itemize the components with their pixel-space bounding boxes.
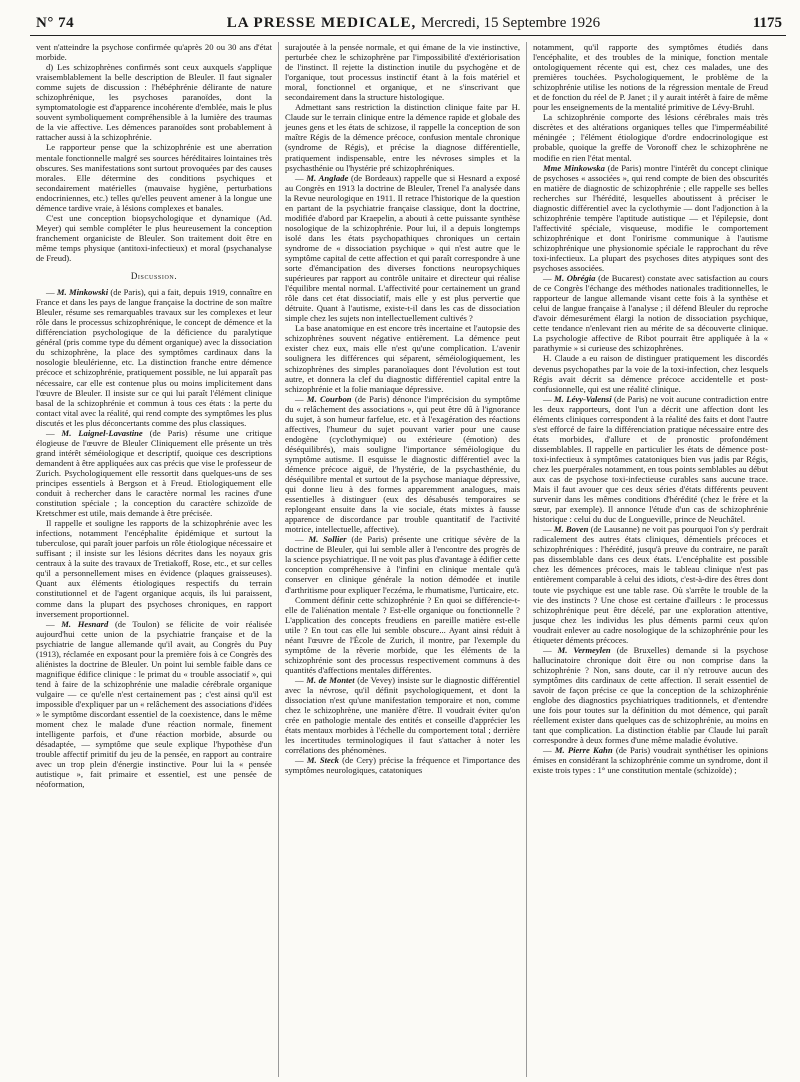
paragraph: — M. Pierre Kahn (de Paris) voudrait synthétiser les opinions émises en considérant la schizophrénie comme un syndrome, dont il existe trois types : 1° une constitution mentale (schizoïde) ; xyxy=(533,745,768,776)
paragraph-text: (de Paris) voudrait synthétiser les opinions émises en considérant la schizophrénie comme un syndrome, dont il existe trois types : 1° une constitution mentale (schizoïde) ; xyxy=(533,745,768,776)
paragraph: — M. Vermeylen (de Bruxelles) demande si la psychose hallucinatoire chronique doit être ou non comprise dans la schizophrénie ? Non, sans doute, car il n'y retrouve aucun des symptômes dits cardinaux de cette affection. Il serait essentiel de savoir de façon précise ce que la conception de la schizophrénie englobe des diagnostics psychiatriques traditionnels, et d'entendre une fois pour toutes sur la définition du mot démence, qui paraît réellement exister dans quelques cas de schizophrénie, au moins en tant que complication. La distinction établie par Claude lui paraît correspondre à deux formes d'une même maladie évolutive. xyxy=(533,644,769,746)
columns xyxy=(30,42,786,1077)
speaker-name: M. Minkowski xyxy=(56,287,109,298)
paragraph: — M. Lévy-Valensi (de Paris) ne voit aucune contradiction entre les deux rapporteurs, dont l'un a décrit une affection dont les éléments cliniques correspondent à la réalité des faits et dont l'autre s'est efforcé de faire la différenciation pratique nécessaire entre des états morbides, d'allure et de pronostic profondément dissemblables. Il rappelle en particulier les états de démence post-toxi-infectieux à symptômes catatoniques bien vus jadis par Régis, chez les puerpérales notamment, en tous points semblables au début aux cas de psychose toxi-infectieuse curables sans aucune trace. Mais il faut avouer que ces deux séries d'états différents peuvent survenir dans les mêmes conditions d'hérédité (chez le frère et la sœur, par exemple). Il annonce l'étude d'un cas de schizophrénie historique : celui du duc de Longueville, prince de Neuchâtel. xyxy=(533,393,769,525)
paragraph: Le rapporteur pense que la schizophrénie est une aberration mentale fonctionnelle malgré ses sources héréditaires lointaines très obscures. Ses manifestations sont surtout provoquées par des causes morales. Elle détermine des conditions psychiques et secondairement matérielles (mauvaise hygiène, perturbations endocriniennes, etc.) telles qu'elles peuvent amener à la longue une démence tardive vraie, à lésions complexes et banales. xyxy=(36,142,272,213)
paragraph: Il rappelle et souligne les rapports de la schizophrénie avec les infections, notamment l'encéphalite épidémique et surtout la tuberculose, qui paraît jouer parfois un rôle étiologique nécessaire et suffisant ; il insiste sur les lésions décrites dans les noyaux gris centraux à la suite des travaux de Tretiakoff, Rose, etc., et sur celles qu'il a personnellement mises en évidence (plaques graisseuses). Quant aux éléments étiologiques respectifs du terrain constitutionnel et de l'agent organique acquis, ils lui paraissent, comme dans la plupart des psychoses chroniques, en rapport inversement proportionnel. xyxy=(36,518,272,619)
speaker-name: M. Hesnard xyxy=(61,618,109,629)
page-header xyxy=(30,14,786,36)
paragraph-text: (de Cery) précise la fréquence et l'importance des symptômes neurologiques, catatoniques xyxy=(285,755,520,776)
paragraph: d) Les schizophrènes confirmés sont ceux auxquels s'applique vraisemblablement la belle description de Bleuler. Il faut signaler comme sujets de discussion : l'hébéphrénie délirante de nature schizophrénique, les psychoses paranoïdes, dont la symptomatologie est d'apparence incohérente d'emblée, mais le plus souvent symboliquement compréhensible à la lumière des traumas de la vie affective. Les démences paranoïdes sont probablement à rattacher aussi à la schizophrénie. xyxy=(36,62,272,143)
paragraph: C'est une conception biopsychologique et dynamique (Ad. Meyer) qui semble compléter le plus heureusement la conception franchement organiciste de Bleuler. Son traitement doit être en même temps physique (antitoxi-infectieux) et moral (psychanalyse de Freud). xyxy=(36,212,272,263)
paragraph xyxy=(533,163,768,274)
paragraph: — M. Steck (de Cery) précise la fréquence et l'importance des symptômes neurologiques, catatoniques xyxy=(285,755,520,776)
paragraph: — M. Laignel-Lavastine (de Paris) résume une critique élogieuse de l'œuvre de Bleuler Cliniquement elle présente un très grand intérêt séméiologique et descriptif, quoique ces descriptions demandent à être appliquées aux cas précis que vise le professeur de Zurich. Psychologiquement elle ressortit dans quelques-uns de ses principes essentiels à Bergson et à Freud. Etiologiquement elle conduit à rechercher dans le caractère normal les racines d'une constitution spéciale ; la conception du caractère schizoïde de Kretschmer est utile, mais demande à être précisée. xyxy=(36,427,272,519)
paragraph: Comment définir cette schizophrénie ? En quoi se différencie-t-elle de l'aliénation mentale ? Est-elle organique ou fonctionnelle ? L'application des concepts freudiens en pareille matière est-elle utile ? En tout cas elle lui semble obscure... Ayant ainsi réduit à néant l'œuvre de l'École de Zurich, il montre, par l'exemple du symptôme de la rêverie morbide, que les éléments de la schizophrénie sont des processus respectivement communs à des quantités d'affections mentales différentes. xyxy=(285,594,520,675)
paragraph: La base anatomique en est encore très incertaine et l'autopsie des schizophrènes souvent négative entièrement. La démence peut exister chez eux, mais elle n'est qu'une complication. L'avenir soulignera les différences qui séparent, séméiologiquement, les schizophrènes des simples paranoïaques dont l'évolution est tout autre, et donnera la clef du diagnostic différentiel capital entre la schizophrénie et la folie maniaque dépressive. xyxy=(285,323,520,394)
paragraph: — M. Boven (de Lausanne) ne voit pas pourquoi l'on s'y perdrait radicalement des autres états cliniques, démentiels précoces et schizophréniques : l'hérédité, jusqu'à preuve du contraire, ne paraît pas dissemblable dans ces deux états. L'encéphalite est possible chez les démences précoces, mais le tableau clinique n'est pas entièrement comparable à celui des idiots, c'est-à-dire des êtres dont toute vie psychique est une table rase. Où s'arrête le trouble de la vie des instincts ? Une chose est certaine d'ailleurs : le processus schizophrénique peut être décelé, par une exploration attentive, jusque chez les individus les plus déments parmi ceux qu'on voudrait enlever au cadre nosologique de la schizophrénie pour les étiqueter déments précoces. xyxy=(533,524,768,645)
paragraph-text: (de Toulon) se félicite de voir réalisée aujourd'hui cette union de la psychiatrie française et de la psychiatrie de langue allemande qu'il avait, au Congrès du Puy (1913), réclamée en exposant pour la première fois à ce Congrès des aliénistes la doctrine de Bleuler. Un point lui semble faible dans ce magnifique édifice clinique : le primat du « trouble associatif », qui tend à faire de la schizophrénie une maladie cérébrale organique vulgaire — ce qu'elle n'est certainement pas ; c'est ainsi qu'il est impossible d'expliquer par un « relâchement des associations d'idées » le symptôme discordant essentiel de la coexistence, dans le même moment chez le malade d'une réaction normale, finement intelligente parfois, et d'une réaction morbide, absurde ou désadaptée, — symptôme que seule explique l'hypothèse d'un trouble affectif primitif du jeu de la pensée, en rapport au contraire avec un trop plein d'énergie instinctive. Pour lui la « pensée autistique », fait primaire et essentiel, est une pensée de néoformation, xyxy=(36,618,273,790)
paragraph-text: (de Paris) ne voit aucune contradiction entre les deux rapporteurs, dont l'un a décrit une affection dont les éléments cliniques correspondent à la réalité des faits et dont l'autre s'est efforcé de faire la différenciation pratique nécessaire entre des états morbides, d'allure et de pronostic profondément dissemblables. Il rappelle en particulier les états de démence post-toxi-infectieux à symptômes catatoniques bien vus jadis par Régis, chez les puerpérales notamment, en tous points semblables au début aux cas de psychose toxi-infectieuse curables sans aucune trace. Mais il faut avouer que ces deux séries d'états différents peuvent survenir dans les mêmes conditions d'hérédité (chez le frère et la sœur, par exemple). Il annonce l'étude d'un cas de schizophrénie historique : celui du duc de Longueville, prince de Neuchâtel. xyxy=(533,393,769,525)
paragraph: — M. Anglade (de Bordeaux) rappelle que si Hesnard a exposé au Congrès en 1913 la doctrine de Bleuler, Trenel l'a analysée dans la Revue neurologique en 1911. Il retrace l'historique de la question en partant de la psychiatrie française classique, dont la doctrine, modifiée d'abord par Kraepelin, a abouti à cette puissante synthèse nosologique de la schizophrénie. Pour lui, il a depuis longtemps isolé dans les états psychopathiques chroniques un certain syndrome de « dissociation psychique » qui n'est autre que le symptôme capital de cette affection et qui paraît correspondre à une sorte d'émancipation des diverses fonctions neuropsychiques supérieures par rapport au contrôle unitaire et directeur qui réalise l'équilibre mental normal. L'affectivité pour certainement un grand rôle dans cet état dissociatif, mais elle y est plus pervertie que détruite. Quant à l'autisme, existe-t-il dans les cas de dissociation simple chez les sujets non intellectuellement cultivés ? xyxy=(285,172,520,324)
speaker-name: M. Sollier xyxy=(308,534,347,545)
paragraph: — M. Sollier (de Paris) présente une critique sévère de la doctrine de Bleuler, qui lui semble aller à l'encontre des progrès de la science psychiatrique. Il ne voit pas plus d'avantage à édifier cette conception compréhensive à l'infini en clinique mentale qu'à conserver en clinique générale la notion démodée et inutile d'arthritisme pour expliquer l'eczéma, le rhumatisme, l'urticaire, etc. xyxy=(285,534,520,595)
speaker-name: M. Pierre Kahn xyxy=(554,745,613,756)
paragraph-text: (de Paris) dénonce l'imprécision du symptôme du « relâchement des associations », qui peut être dû à l'ignorance du sujet, à son humeur farfelue, etc. et à l'exagération des réactions affectives, l'humeur du sujet pouvant varier pour une cause endogène (cyclothymique) ou extérieure (émotion) des déséquilibrés), mais souligne l'importance séméiologique du symptôme autisme. Il esquisse le diagnostic différentiel avec la démence précoce aiguë, de l'hystérie, de la psychasthénie, du déséquilibre mental et surtout de la psychose maniaque dépressive, qui donne lieu à des formes apparemment analogues, mais essentielles à distinguer (eux des désabusés temporaires se replongeant ensuite dans la vie sociale, états mixtes à fausse apparence de discordance par trouble quantitatif de l'activité motrice, intellectuelle, affective). xyxy=(285,393,521,535)
paragraph-text: (de Lausanne) ne voit pas pourquoi l'on s'y perdrait radicalement des autres états cliniques, démentiels précoces et schizophréniques : l'hérédité, jusqu'à preuve du contraire, ne paraît pas dissemblable dans ces deux états. L'encéphalite est possible chez les démences précoces, mais le tableau clinique n'est pas entièrement comparable à celui des idiots, c'est-à-dire des êtres dont toute vie psychique est une table rase. Où s'arrête le trouble de la vie des instincts ? Une chose est certaine d'ailleurs : le processus schizophrénique peut être décelé, par une exploration attentive, jusque chez les individus les plus déments parmi ceux qu'on voudrait enlever au cadre nosologique de la schizophrénie pour les étiqueter déments précoces. xyxy=(533,524,768,645)
page-number: 1175 xyxy=(752,15,782,31)
paragraph: La schizophrénie comporte des lésions cérébrales mais très discrètes et des altérations organiques telles que l'imperméabilité méningée ; l'élément étiologique d'ordre endocrinologique est probable, quoique la greffe de Voronoff chez le schizophrène ne modifie en rien l'état mental. xyxy=(533,112,768,163)
speaker-name: M. Courbon xyxy=(306,393,352,404)
paragraph-text: (de Bucarest) constate avec satisfaction au cours de ce Congrès l'échange des méthodes nationales traditionnelles, le rapporteur de langue allemande visant cette fois à la synthèse et celui de langue française à l'analyse ; il défend Bleuler du reproche d'avoir démesurément élargi la notion de dissociation psychique, cette tendance n'enlevant rien au mérite de sa découverte clinique. La psychologie affective de Ribot pourrait être appliquée à la « parathymie » si curieuse des schizophrènes. xyxy=(533,273,768,354)
column-3 xyxy=(526,42,774,1077)
paragraph: vent n'atteindre la psychose confirmée qu'après 20 ou 30 ans d'état morbide. xyxy=(36,42,272,63)
journal-title-line xyxy=(227,14,600,32)
paragraph: — M. Obrégia (de Bucarest) constate avec satisfaction au cours de ce Congrès l'échange des méthodes nationales traditionnelles, le rapporteur de langue allemande visant cette fois à la synthèse et celui de langue française à l'analyse ; il défend Bleuler du reproche d'avoir démesurément élargi la notion de dissociation psychique, cette tendance n'enlevant rien au mérite de sa découverte clinique. La psychologie affective de Ribot pourrait être appliquée à la « parathymie » si curieuse des schizophrènes. xyxy=(533,273,768,354)
paragraph-text: (de Paris), qui a fait, depuis 1919, connaître en France et dans les pays de langue française la doctrine de son maître Bleuler, résume ses remarquables travaux sur les complexes et leur rôle dans le processus schizophrénique, le concept de démence et la différenciation psychologique de la déficience du paralytique général (pris comme type du dément organique) avec la dissociation du schizophrène, la place des symptômes cardinaux dans la nosologie bleulérienne, etc. La distinction franche entre démence précoce et schizophrénie, pratiquement possible, ne lui apparaît pas nécessaire, car elle est contenue plus ou moins implicitement dans l'œuvre de Bleuler. Il insiste sur ce qui lui paraît l'élément clinique basal de la schizophrénie et commun à tous ces états : la perte du contact vital avec la réalité, qui rend compte des symptômes les plus discutés et les plus déconcertants comme des plus classiques. xyxy=(36,287,272,428)
section-heading: Discussion. xyxy=(130,271,178,282)
speaker-name: M. Laignel-Lavastine xyxy=(61,427,143,438)
column-1 xyxy=(30,42,278,1077)
paragraph: — M. de Montet (de Vevey) insiste sur le diagnostic différentiel avec la névrose, qu'il définit psychologiquement, et dont la dissociation n'est qu'une manifestation temporaire et non, comme chez le schizophrène, une manière d'être. Il voudrait éviter qu'on crée en pathologie mentale des entités et conseille d'apprécier les états mentaux morbides à l'échelle du comportement total ; derrière les incertitudes terminologiques il faut s'attacher à noter les corrélations des phénomènes. xyxy=(285,674,520,756)
speaker-name: M. Steck xyxy=(306,755,339,766)
issue-number: N° 74 xyxy=(36,15,75,31)
speaker-name: M. Boven xyxy=(553,524,589,535)
paragraph-text: (de Bruxelles) demande si la psychose hallucinatoire chronique doit être ou non comprise dans la schizophrénie ? Non, sans doute, car il n'y retrouve aucun des symptômes dits cardinaux de cette affection. Il serait essentiel de savoir de façon précise ce que la conception de la schizophrénie englobe des diagnostics psychiatriques traditionnels, et d'entendre une fois pour toutes sur la définition du mot démence, qui paraît réellement exister dans quelques cas de schizophrénie, au moins en tant que complication. La distinction établie par Claude lui paraît correspondre à deux formes d'une même maladie évolutive. xyxy=(533,644,769,746)
paragraph: — M. Minkowski (de Paris), qui a fait, depuis 1919, connaître en France et dans les pays de langue française la doctrine de son maître Bleuler, résume ses remarquables travaux sur les complexes et leur rôle dans le processus schizophrénique, le concept de démence et la différenciation psychologique de la déficience du paralytique général (pris comme type du dément organique) avec la dissociation du schizophrène, la place des symptômes cardinaux dans la nosologie bleulérienne, etc. La distinction franche entre démence précoce et schizophrénie, pratiquement possible, ne lui apparaît pas nécessaire, car elle est contenue plus ou moins implicitement dans l'œuvre de Bleuler. Il insiste sur ce qui lui paraît l'élément clinique basal de la schizophrénie et commun à tous ces états : la perte du contact vital avec la réalité, qui rend compte des symptômes les plus discutés et les plus déconcertants comme des plus classiques. xyxy=(36,287,272,428)
paragraph: surajoutée à la pensée normale, et qui émane de la vie instinctive, perturbée chez le schizophrène par l'impossibilité d'extériorisation de l'instinct. Il rejette la distinction inutile du psychogène et de l'organique, tout processus instinctif étant à la fois matériel et moral, fonctionnel et organique, et ne s'inscrivant que secondairement dans la structure histologique. xyxy=(285,42,520,103)
paragraph-text: (de Vevey) insiste sur le diagnostic différentiel avec la névrose, qu'il définit psychologiquement, et dont la dissociation n'est qu'une manifestation temporaire et non, comme chez le schizophrène, une manière d'être. Il voudrait éviter qu'on crée en pathologie mentale des entités et conseille d'apprécier les états mentaux morbides à l'échelle du comportement total ; derrière les incertitudes terminologiques il faut s'attacher à noter les corrélations des phénomènes. xyxy=(285,674,520,756)
speaker-name: M. Lévy-Valensi xyxy=(554,393,612,404)
paragraph: Admettant sans restriction la distinction clinique faite par H. Claude sur le terrain clinique entre la démence rapide et globale des jeunes gens et les états de schizose, il rappelle la conception de son maître Régis de la démence précoce, confusion mentale chronique (syndrome de Régis), et précise la diagnose différentielle, pratiquement indispensable, entre les névroses simples et la psychasthénie ou l'hystérie pré schizophréniques. xyxy=(285,102,520,173)
issue-date: Mercredi, 15 Septembre 1926 xyxy=(421,15,601,31)
speaker-name: Mme Minkowska xyxy=(543,162,605,173)
paragraph: H. Claude a eu raison de distinguer pratiquement les discordés devenus psychopathes par la voie de la toxi-infection, chez lesquels Régis avait décrit sa démence précoce accidentelle et post-confusionnelle, qui est une réalité clinique. xyxy=(533,353,768,394)
paragraph-text: (de Bordeaux) rappelle que si Hesnard a exposé au Congrès en 1913 la doctrine de Bleuler, Trenel l'a analysée dans la Revue neurologique en 1911. Il retrace l'historique de la question en partant de la psychiatrie française classique, dont la doctrine, modifiée d'abord par Kraepelin, a abouti à cette puissante synthèse nosologique de la schizophrénie. Pour lui, il a depuis longtemps isolé dans les états psychopathiques chroniques un certain syndrome de « dissociation psychique » qui n'est autre que le symptôme capital de cette affection et qui paraît correspondre à une sorte d'émancipation des diverses fonctions neuropsychiques supérieures par rapport au contrôle unitaire et directeur qui réalise l'équilibre mental normal. L'affectivité pour certainement un grand rôle dans cet état dissociatif, mais elle y est plus pervertie que détruite. Quant à l'autisme, existe-t-il dans les cas de dissociation simple chez les sujets non intellectuellement cultivés ? xyxy=(285,172,520,324)
paragraph: — M. Hesnard (de Toulon) se félicite de voir réalisée aujourd'hui cette union de la psychiatrie française et de la psychiatrie de langue allemande qu'il avait, au Congrès du Puy (1913), réclamée en exposant pour la première fois à ce Congrès des aliénistes la doctrine de Bleuler. Un point lui semble faible dans ce magnifique édifice clinique : le primat du « trouble associatif », qui tend à faire de la schizophrénie une maladie cérébrale organique vulgaire — ce qu'elle n'est certainement pas ; c'est ainsi qu'il est impossible d'expliquer par un « relâchement des associations d'idées » le symptôme discordant essentiel de la coexistence, dans le même moment chez le malade d'une réaction normale, finement intelligente parfois, et d'une réaction morbide, absurde ou désadaptée, — symptôme que seule explique l'hypothèse d'un trouble affectif primitif du jeu de la pensée, en rapport au contraire avec un trop plein d'énergie instinctive. Pour lui la « pensée autistique », fait primaire et essentiel, est une pensée de néoformation, xyxy=(36,618,273,790)
speaker-name: M. Vermeylen xyxy=(557,644,611,655)
column-2 xyxy=(278,42,526,1077)
speaker-name: M. Anglade xyxy=(306,172,349,183)
paragraph-text: (de Paris) résume une critique élogieuse de l'œuvre de Bleuler Cliniquement elle présente un très grand intérêt séméiologique et descriptif, quoique ces descriptions demandent à être appliquées aux cas précis que vise le professeur de Zurich. Psychologiquement elle ressortit dans quelques-uns de ses principes essentiels à Bergson et à Freud. Etiologiquement elle conduit à rechercher dans le caractère normal les racines d'une constitution spéciale ; la conception du caractère schizoïde de Kretschmer est utile, mais demande à être précisée. xyxy=(36,427,272,519)
paragraph-text: (de Paris) montre l'intérêt du concept clinique de psychoses « associées », qui rend compte de bien des obscurités en matière de diagnostic de schizophrénie ; elle rappelle ses belles recherches sur l'hérédité, lesquelles aboutissent à préciser le diagnostic différentiel avec la cyclothymie — dont l'adjonction à la schizophrénie tempère l'aptitude autistique — et l'épilepsie, dont l'affectivité spéciale, visqueuse, modifie le comportement schizophrénique et dont l'onirisme communique à l'autisme schizophrénique une physionomie spéciale le rapprochant du rêve toxi-infectieux. La plupart des psychoses dites atypiques sont des psychoses associées. xyxy=(533,162,768,274)
paragraph-text: (de Paris) présente une critique sévère de la doctrine de Bleuler, qui lui semble aller à l'encontre des progrès de la science psychiatrique. Il ne voit pas plus d'avantage à édifier cette conception compréhensive à l'infini en clinique mentale qu'à conserver en clinique générale la notion démodée et inutile d'arthritisme pour expliquer l'eczéma, le rhumatisme, l'urticaire, etc. xyxy=(285,534,520,595)
speaker-name: M. de Montet xyxy=(306,674,355,685)
paragraph: — M. Courbon (de Paris) dénonce l'imprécision du symptôme du « relâchement des associations », qui peut être dû à l'ignorance du sujet, à son humeur farfelue, etc. et à l'exagération des réactions affectives, l'humeur du sujet pouvant varier pour une cause endogène (cyclothymique) ou extérieure (émotion) des déséquilibrés), mais souligne l'importance séméiologique du symptôme autisme. Il esquisse le diagnostic différentiel avec la démence précoce aiguë, de l'hystérie, de la psychasthénie, du déséquilibre mental et surtout de la psychose maniaque dépressive, qui donne lieu à des formes apparemment analogues, mais essentielles à distinguer (eux des désabusés temporaires se replongeant ensuite dans la vie sociale, états mixtes à fausse apparence de discordance par trouble quantitatif de l'activité motrice, intellectuelle, affective). xyxy=(285,393,521,535)
speaker-name: M. Obrégia xyxy=(554,273,596,284)
journal-title: LA PRESSE MEDICALE, xyxy=(226,15,417,31)
paragraph: notamment, qu'il rapporte des symptômes étudiés dans l'encéphalite, et des troubles de la minique, fonction mentale ontologiquement récente qui est, chez ces malades, une des premières touchées. Psychologiquement, le problème de la schizophrénie utilise les notions de la régression mentale de Freud et de fonction du réel de P. Janet ; il y aurait intérêt à faire de même pour les enseignements de la mentalité primitive de Lévy-Bruhl. xyxy=(533,42,768,113)
